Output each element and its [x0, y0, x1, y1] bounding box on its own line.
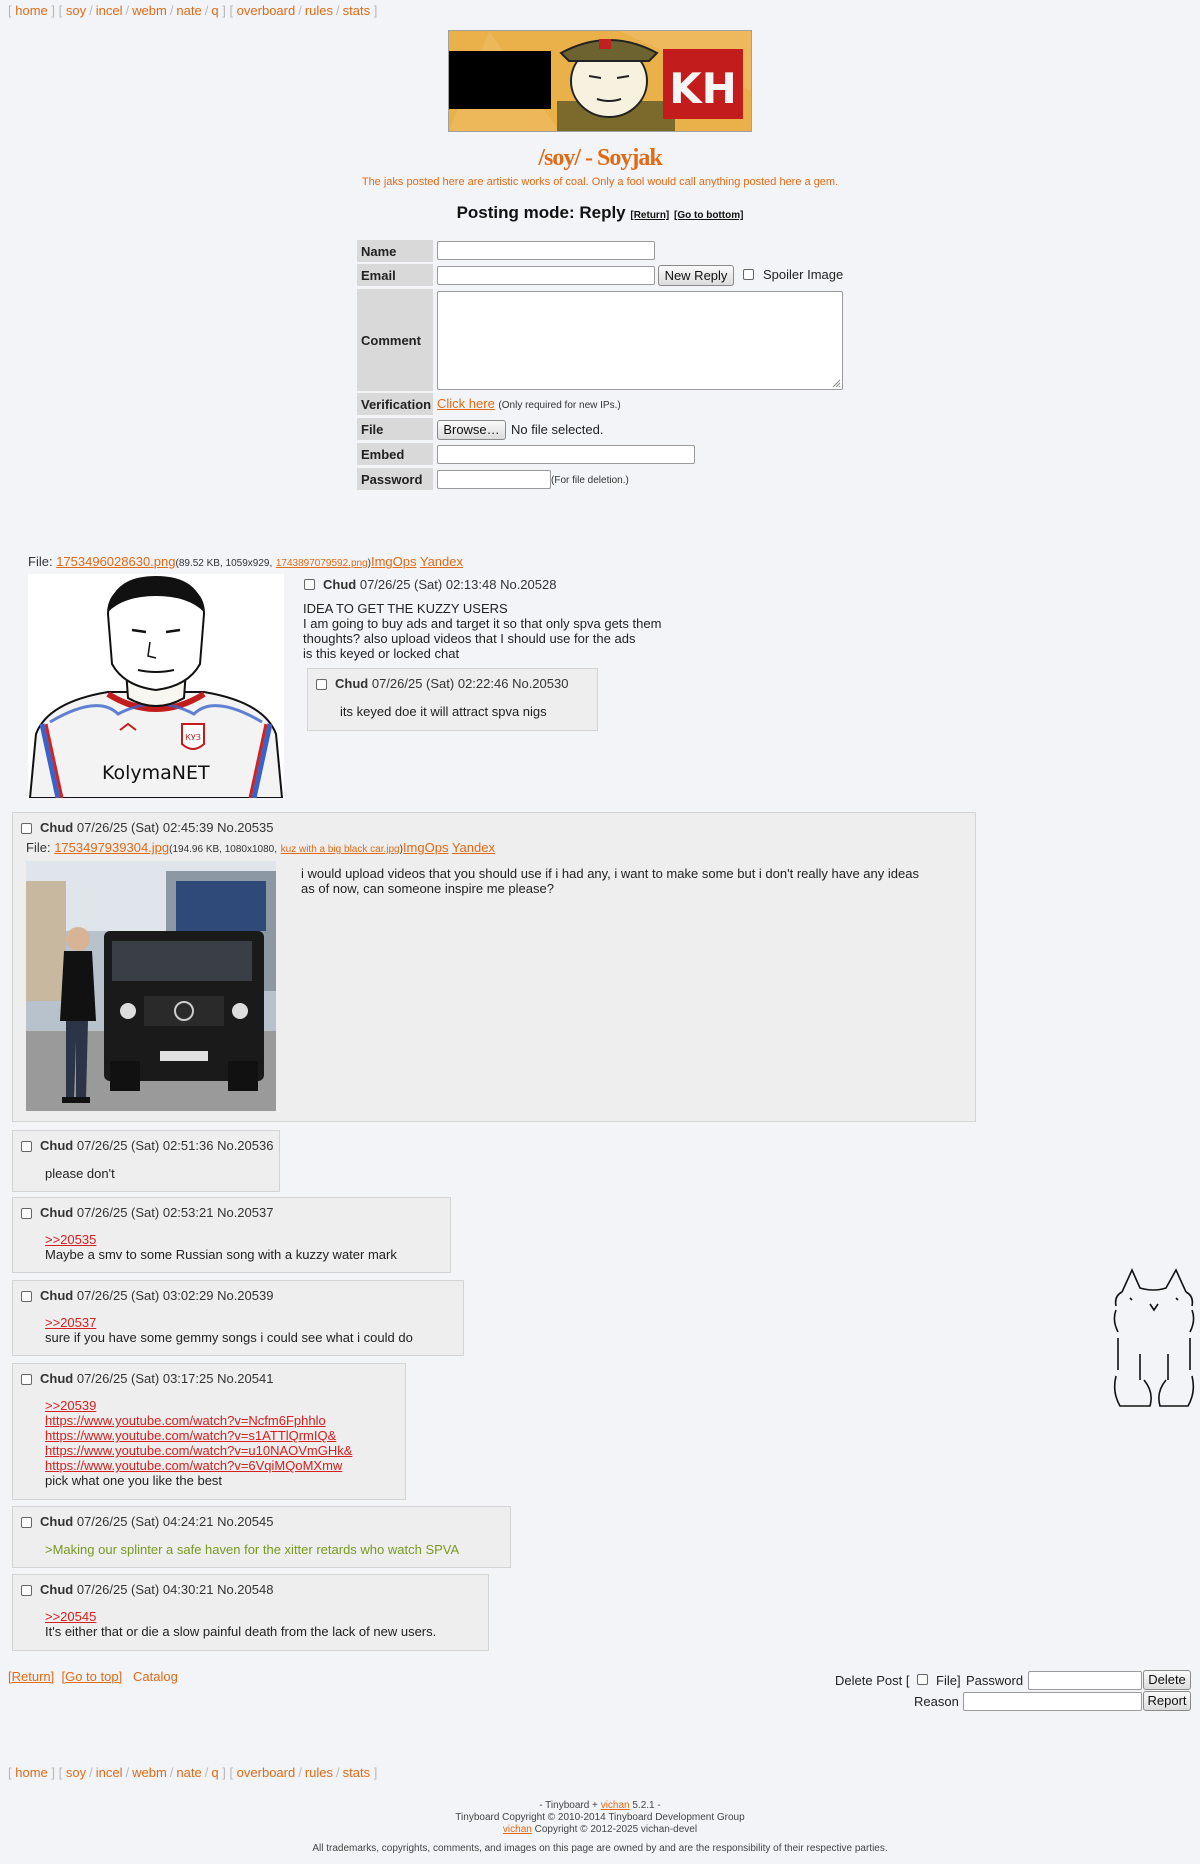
reply-post-number[interactable]: No.20548: [217, 1582, 274, 1597]
reply-checkbox[interactable]: [21, 823, 32, 834]
reply-date: 07/26/25 (Sat) 03:17:25: [76, 1371, 214, 1386]
spoiler-label: Spoiler Image: [763, 267, 844, 282]
quote-link[interactable]: >>20539: [45, 1398, 97, 1413]
reply-body: [45, 1398, 352, 1488]
op-imgops-link[interactable]: ImgOps: [370, 554, 417, 569]
op-image[interactable]: [28, 574, 284, 798]
nav-webm[interactable]: webm: [132, 3, 167, 18]
reply-body-line: sure if you have some gemmy songs i could see what i could do: [45, 1330, 413, 1345]
reply-checkbox[interactable]: [21, 1585, 32, 1596]
reply-file-label: File:: [26, 840, 51, 855]
nav-stats[interactable]: stats: [342, 3, 371, 18]
reply-yandex-link[interactable]: Yandex: [451, 840, 495, 855]
no-file-text: No file selected.: [511, 422, 604, 437]
reply-post-number[interactable]: No.20530: [512, 676, 569, 691]
youtube-link[interactable]: https://www.youtube.com/watch?v=Ncfm6Fphhlo: [45, 1413, 326, 1428]
nav-home[interactable]: home: [15, 1765, 48, 1780]
svg-text:КУЗ: КУЗ: [185, 733, 201, 742]
youtube-link[interactable]: https://www.youtube.com/watch?v=s1ATTlQrmIQ&: [45, 1428, 337, 1443]
reply-intro: [40, 1371, 273, 1386]
board-banner[interactable]: [448, 30, 752, 132]
reply-checkbox[interactable]: [21, 1517, 32, 1528]
reply-fileinfo: File: 1753497939304.jpg(194.96 KB, 1080x1080, kuz with a big black car.jpg)ImgOps Yandex: [26, 840, 495, 855]
reply-name: Chud: [40, 1288, 74, 1303]
board-subtitle: The jaks posted here are artistic works of coal. Only a fool would call anything posted here a gem.: [361, 176, 839, 188]
reply-post-number[interactable]: No.20539: [217, 1288, 274, 1303]
delete-file-checkbox[interactable]: [917, 1674, 928, 1685]
footer-line-3: [0, 1824, 1200, 1836]
reply-body: [45, 1609, 436, 1639]
nav-soy[interactable]: soy: [65, 3, 87, 18]
reply-20536: [12, 1130, 280, 1192]
reply-20535: [12, 812, 976, 1122]
reply-checkbox[interactable]: [21, 1291, 32, 1302]
nav-soy[interactable]: soy: [65, 1765, 87, 1780]
password-note: (For file deletion.): [551, 475, 629, 486]
new-reply-button[interactable]: New Reply: [658, 265, 734, 286]
reply-date: 07/26/25 (Sat) 02:22:46: [371, 676, 509, 691]
nav-q[interactable]: q: [211, 1765, 219, 1780]
nav-overboard[interactable]: overboard: [236, 3, 296, 18]
op-body-line: IDEA TO GET THE KUZZY USERS: [303, 601, 508, 616]
nav-rules[interactable]: rules: [304, 3, 334, 18]
op-intro: [323, 577, 556, 592]
reply-name: Chud: [40, 1371, 74, 1386]
reply-body: its keyed doe it will attract spva nigs: [340, 704, 547, 719]
op-fileinfo: File: 1753496028630.png(89.52 KB, 1059x929, 1743897079592.png)ImgOps Yandex: [28, 554, 464, 569]
quote-link[interactable]: >>20537: [45, 1315, 97, 1330]
reply-body-line: Maybe a smv to some Russian song with a kuzzy water mark: [45, 1247, 397, 1262]
reply-name: Chud: [40, 1205, 74, 1220]
return-link[interactable]: [Return]: [630, 210, 670, 221]
reply-file-link[interactable]: 1753497939304.jpg: [54, 840, 170, 855]
reply-name: Chud: [40, 1514, 74, 1529]
nav-incel[interactable]: incel: [95, 3, 123, 18]
footer-line-2: Tinyboard Copyright © 2010-2014 Tinyboard Development Group: [455, 1812, 745, 1823]
reply-body-line: It's either that or die a slow painful death from the lack of new users.: [45, 1624, 437, 1639]
email-input[interactable]: [437, 266, 655, 285]
bottom-return-link[interactable]: [Return]: [8, 1669, 55, 1684]
footer-text: 5.2.1 -: [632, 1800, 661, 1811]
youtube-link[interactable]: https://www.youtube.com/watch?v=u10NAOVmGHk&: [45, 1443, 353, 1458]
reply-name: Chud: [40, 1138, 74, 1153]
comment-textarea[interactable]: [437, 291, 843, 390]
op-body-line: thoughts? also upload videos that I should use for the ads: [303, 631, 636, 646]
reply-body: [45, 1232, 397, 1262]
reply-file-orig-link[interactable]: kuz with a big black car.jpg: [280, 844, 400, 855]
op-file-label: File:: [28, 554, 53, 569]
reply-post-number[interactable]: No.20536: [217, 1138, 274, 1153]
reply-post-number[interactable]: No.20545: [217, 1514, 274, 1529]
quote-link[interactable]: >>20535: [45, 1232, 97, 1247]
reply-date: 07/26/25 (Sat) 02:51:36: [76, 1138, 214, 1153]
reply-checkbox[interactable]: [21, 1374, 32, 1385]
delete-password-input[interactable]: [1028, 1671, 1142, 1690]
password-label: Password: [357, 468, 433, 490]
reply-intro: [40, 820, 273, 835]
ascii-cat-icon: [1110, 1266, 1200, 1412]
reply-intro: [40, 1288, 273, 1303]
reply-file-meta: (194.96 KB, 1080x1080,: [169, 844, 278, 855]
nav-rules[interactable]: rules: [304, 1765, 334, 1780]
name-label: Name: [357, 240, 433, 262]
op-name: Chud: [323, 577, 357, 592]
delete-post-label: Delete Post [: [835, 1673, 910, 1688]
svg-text:KH: KH: [669, 64, 737, 113]
op-yandex-link[interactable]: Yandex: [419, 554, 464, 569]
reply-intro: [40, 1205, 273, 1220]
reply-checkbox[interactable]: [21, 1141, 32, 1152]
reply-20548: [12, 1574, 489, 1651]
reply-intro: [335, 676, 568, 691]
reply-date: 07/26/25 (Sat) 04:30:21: [76, 1582, 214, 1597]
reply-image[interactable]: [26, 861, 276, 1111]
youtube-link[interactable]: https://www.youtube.com/watch?v=6VqiMQoMXmw: [45, 1458, 343, 1473]
delete-file-label: File]: [936, 1673, 961, 1688]
reply-date: 07/26/25 (Sat) 03:02:29: [76, 1288, 214, 1303]
delete-password-label: Password: [966, 1673, 1024, 1688]
footer-line-1: [0, 1800, 1200, 1812]
embed-input[interactable]: [437, 445, 695, 464]
comment-label: Comment: [357, 289, 433, 391]
nav-q[interactable]: q: [211, 3, 219, 18]
op-file-orig-link[interactable]: 1743897079592.png: [275, 558, 368, 569]
browse-button[interactable]: Browse…: [437, 420, 506, 440]
file-label: File: [357, 418, 433, 440]
reply-date: 07/26/25 (Sat) 02:53:21: [76, 1205, 214, 1220]
posting-mode-label: Posting mode: Reply: [456, 203, 626, 222]
bottom-links: [8, 1669, 178, 1684]
footer-line-4: All trademarks, copyrights, comments, and images on this page are owned by and are the responsibility of their respective parties.: [312, 1843, 888, 1854]
embed-label: Embed: [357, 443, 433, 465]
posting-mode: [0, 203, 1200, 223]
reply-body-line: i would upload videos that you should use if i had any, i want to make some but i don't really have any ideas: [301, 866, 919, 881]
top-boardlist: [ home ] [ soy / incel / webm / nate / q ] [ overboard / rules / stats ]: [8, 3, 378, 18]
reply-checkbox[interactable]: [21, 1208, 32, 1219]
nav-home[interactable]: home: [15, 3, 48, 18]
reply-body-line: pick what one you like the best: [45, 1473, 223, 1488]
op-body: [303, 601, 661, 661]
nav-nate[interactable]: nate: [176, 1765, 202, 1780]
reply-20530: [307, 668, 598, 731]
board-title: /soy/ - Soyjak: [538, 145, 662, 171]
reply-body: [301, 866, 919, 896]
reply-body-line: as of now, can someone inspire me please?: [301, 881, 554, 896]
vichan-link[interactable]: vichan: [600, 1800, 630, 1811]
password-input[interactable]: [437, 470, 551, 489]
report-button[interactable]: Report: [1143, 1691, 1191, 1711]
resize-handle-icon[interactable]: [832, 379, 841, 388]
op-post-number[interactable]: No.20528: [500, 577, 557, 592]
reply-intro: [40, 1514, 273, 1529]
bottom-boardlist: [ home ] [ soy / incel / webm / nate / q ] [ overboard / rules / stats ]: [8, 1765, 378, 1780]
go-bottom-link[interactable]: [Go to bottom]: [674, 210, 744, 221]
verification-link[interactable]: Click here: [437, 396, 495, 411]
reply-checkbox[interactable]: [316, 679, 327, 690]
reply-imgops-link[interactable]: ImgOps: [402, 840, 449, 855]
reply-name: Chud: [40, 820, 74, 835]
reply-post-number[interactable]: No.20541: [217, 1371, 274, 1386]
op-file-link[interactable]: 1753496028630.png: [56, 554, 176, 569]
verification-cell: [437, 396, 621, 411]
reply-name: Chud: [335, 676, 369, 691]
reply-post-number[interactable]: No.20535: [217, 820, 274, 835]
op-checkbox[interactable]: [304, 579, 315, 590]
verification-note: (Only required for new IPs.): [498, 400, 621, 411]
delete-button[interactable]: Delete: [1143, 1670, 1191, 1690]
nav-overboard[interactable]: overboard: [236, 1765, 296, 1780]
reason-input[interactable]: [963, 1692, 1142, 1711]
op-body-line: I am going to buy ads and target it so that only spva gets them: [303, 616, 662, 631]
vichan-link[interactable]: vichan: [502, 1824, 532, 1835]
reply-20537: [12, 1197, 451, 1273]
op-image-caption: KolymaNET: [102, 762, 210, 784]
verification-label: Verification: [357, 393, 433, 415]
spoiler-checkbox[interactable]: [743, 269, 754, 280]
nav-webm[interactable]: webm: [132, 1765, 167, 1780]
greentext: >Making our splinter a safe haven for the xitter retards who watch SPVA: [45, 1542, 460, 1557]
reply-intro: [40, 1138, 273, 1153]
nav-nate[interactable]: nate: [176, 3, 202, 18]
quote-link[interactable]: >>20545: [45, 1609, 97, 1624]
reply-body: [45, 1315, 413, 1345]
email-label: Email: [357, 264, 433, 286]
reply-20545: [12, 1506, 511, 1568]
reply-20539: [12, 1280, 464, 1356]
footer-text: - Tinyboard +: [539, 1800, 598, 1811]
nav-stats[interactable]: stats: [342, 1765, 371, 1780]
reply-post-number[interactable]: No.20537: [217, 1205, 274, 1220]
reply-20541: [12, 1363, 406, 1500]
nav-incel[interactable]: incel: [95, 1765, 123, 1780]
name-input[interactable]: [437, 241, 655, 260]
reply-date: 07/26/25 (Sat) 04:24:21: [76, 1514, 214, 1529]
op-body-line: is this keyed or locked chat: [303, 646, 460, 661]
footer-text: Copyright © 2012-2025 vichan-devel: [534, 1824, 698, 1835]
reply-name: Chud: [40, 1582, 74, 1597]
bottom-go-top-link[interactable]: [Go to top]: [61, 1669, 123, 1684]
op-date: 07/26/25 (Sat) 02:13:48: [359, 577, 497, 592]
footer: [0, 1800, 1200, 1855]
reply-body: please don't: [45, 1166, 115, 1181]
op-file-meta: (89.52 KB, 1059x929,: [175, 558, 273, 569]
reply-intro: [40, 1582, 273, 1597]
reason-label: Reason: [914, 1694, 959, 1709]
reply-date: 07/26/25 (Sat) 02:45:39: [76, 820, 214, 835]
catalog-link[interactable]: Catalog: [133, 1669, 178, 1684]
